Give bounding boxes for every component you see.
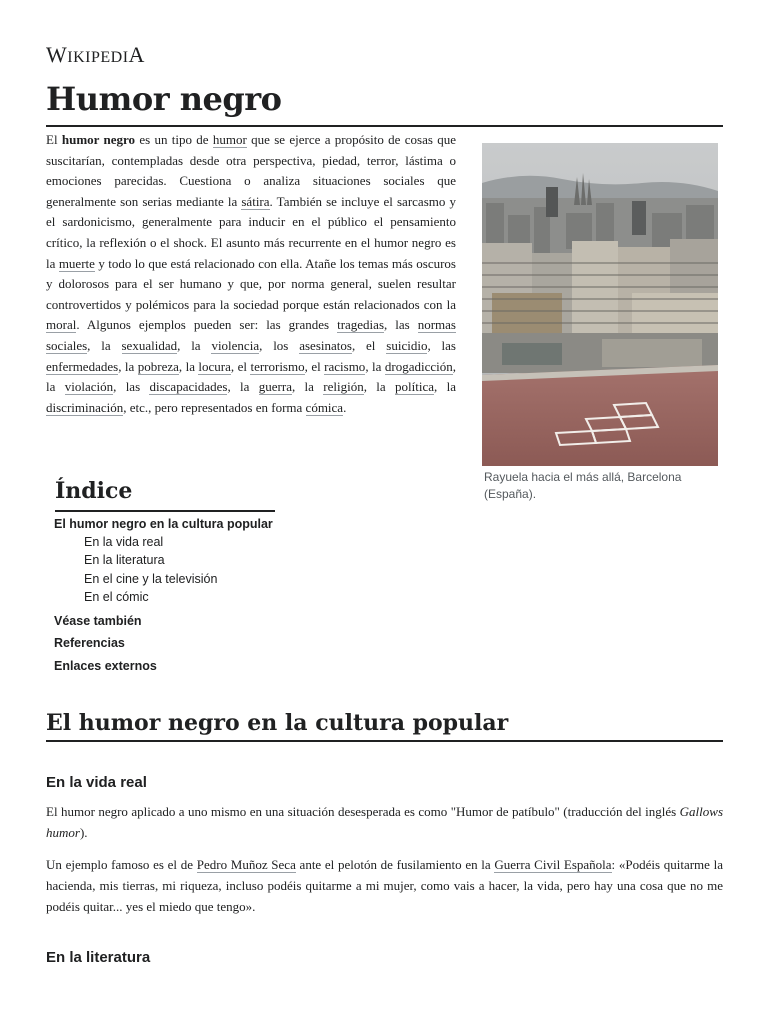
lead-text: , el [304, 358, 325, 374]
link-suicidio[interactable]: suicidio [386, 337, 428, 353]
link-religion[interactable]: religión [323, 379, 364, 395]
link-pedro-munoz-seca[interactable]: Pedro Muñoz Seca [196, 857, 296, 872]
paragraph-italic-term: Gallows humor [46, 804, 723, 840]
link-comica[interactable]: cómica [305, 399, 344, 415]
link-muerte[interactable]: muerte [58, 255, 95, 271]
link-terrorismo[interactable]: terrorismo [250, 358, 305, 374]
paragraph-text: ). [79, 825, 88, 840]
logo-first-letter: W [46, 42, 68, 67]
toc-item-literatura[interactable]: En la literatura [84, 553, 165, 567]
lead-text: y todo lo que está relacionado con ella. Atañe los temas más oscuros y dolorosos para el ser humano y que, por norma general, suelen resultar controvertidos y polémicos para la sociedad porque están relacionados con la [46, 255, 456, 312]
lead-text: , la [178, 358, 199, 374]
toc-item-cine-television[interactable]: En el cine y la televisión [84, 572, 218, 586]
lead-text: , la [434, 379, 456, 395]
link-tragedias[interactable]: tragedias [337, 317, 384, 333]
lead-text: , la [365, 358, 385, 374]
lead-text: , las [113, 379, 150, 395]
wikipedia-logo[interactable] [46, 42, 145, 68]
title-divider [46, 125, 723, 127]
subsection-heading-vida-real: En la vida real [46, 774, 147, 791]
subsection-heading-literatura: En la literatura [46, 949, 151, 966]
lead-text: , la [227, 379, 259, 395]
link-asesinatos[interactable]: asesinatos [299, 337, 352, 353]
lead-text: El [46, 132, 62, 147]
lead-bold-term: humor negro [61, 132, 136, 147]
link-sexualidad[interactable]: sexualidad [121, 337, 178, 353]
link-politica[interactable]: política [395, 379, 435, 395]
link-guerra[interactable]: guerra [258, 379, 292, 395]
logo-middle-letters: IKIPEDI [67, 49, 129, 66]
lead-text: . Algunos ejemplos pueden ser: las grandes [76, 317, 338, 333]
barcelona-rooftop-photo [482, 143, 718, 466]
section-divider [46, 740, 723, 742]
toc-item-vease-tambien[interactable]: Véase también [54, 614, 142, 628]
lead-text: , las [427, 337, 456, 353]
lead-text: , la [87, 337, 122, 353]
lead-text: , las [384, 317, 418, 333]
link-satira[interactable]: sátira [241, 193, 270, 209]
lead-text: , la [118, 358, 138, 374]
lead-text: , el [230, 358, 251, 374]
image-caption: Rayuela hacia el más allá, Barcelona (España). [484, 470, 682, 501]
lead-text: . [343, 399, 347, 415]
paragraph-text: ante el pelotón de fusilamiento en la [295, 857, 495, 872]
paragraph-vida-real-2 [46, 854, 723, 917]
toc-item-enlaces-externos[interactable]: Enlaces externos [54, 659, 157, 673]
link-moral[interactable]: moral [46, 317, 77, 333]
lead-text: , la [46, 358, 456, 395]
lead-text: . También se incluye el sarcasmo y el sardonicismo, generalmente para inducir en el público el pensamiento crítico, la reflexión o el shock. El asunto más recurrente en el humor negro es la [46, 193, 456, 271]
toc-title: Índice [55, 478, 133, 504]
link-guerra-civil-espanola[interactable]: Guerra Civil Española [494, 857, 612, 872]
paragraph-text: Un ejemplo famoso es el de [46, 857, 197, 872]
link-pobreza[interactable]: pobreza [137, 358, 179, 374]
link-violacion[interactable]: violación [64, 379, 114, 395]
toc-item-referencias[interactable]: Referencias [54, 636, 125, 650]
link-humor[interactable]: humor [212, 132, 247, 147]
page-title: Humor negro [46, 80, 282, 118]
link-normas-sociales[interactable]: normas sociales [46, 317, 456, 353]
toc-item-vida-real[interactable]: En la vida real [84, 535, 164, 549]
link-discriminacion[interactable]: discriminación [46, 399, 124, 415]
lead-text: , la [177, 337, 212, 353]
toc-divider [55, 510, 275, 512]
lead-text: , el [351, 337, 387, 353]
link-violencia[interactable]: violencia [211, 337, 260, 353]
toc-item-cultura-popular[interactable]: El humor negro en la cultura popular [54, 517, 273, 531]
lead-text: , los [259, 337, 300, 353]
lead-text: , la [363, 379, 396, 395]
logo-last-letter: A [128, 42, 145, 67]
section-heading-cultura-popular: El humor negro en la cultura popular [46, 710, 509, 736]
article-image[interactable] [482, 143, 718, 466]
link-racismo[interactable]: racismo [324, 358, 366, 374]
lead-text: , la [291, 379, 324, 395]
paragraph-text: : «Podéis quitarme la hacienda, mis tierras, mi riqueza, incluso podéis quitarme a mi mujer, como vais a hacer, la vida, pero hay una cosa que no me podéis quitar... yes el miedo que tengo». [46, 857, 724, 914]
lead-text: , etc., pero representados en forma [123, 399, 306, 415]
link-locura[interactable]: locura [198, 358, 231, 374]
link-enfermedades[interactable]: enfermedades [46, 358, 119, 374]
lead-text: que se ejerce a propósito de cosas que suscitarían, contempladas desde otra perspectiva, piedad, terror, lástima o emociones parecidas. Cuestiona o analiza situaciones sociales que generalmente son serias mediante la [46, 132, 456, 209]
paragraph-vida-real-1 [46, 801, 723, 843]
link-drogadiccion[interactable]: drogadicción [384, 358, 453, 374]
paragraph-text: El humor negro aplicado a uno mismo en una situación desesperada es como "Humor de patíbulo" (traducción del inglés [46, 804, 680, 819]
toc-item-comic[interactable]: En el cómic [84, 590, 149, 604]
lead-text: es un tipo de [135, 132, 213, 147]
link-discapacidades[interactable]: discapacidades [149, 379, 228, 395]
lead-paragraph [46, 130, 456, 418]
